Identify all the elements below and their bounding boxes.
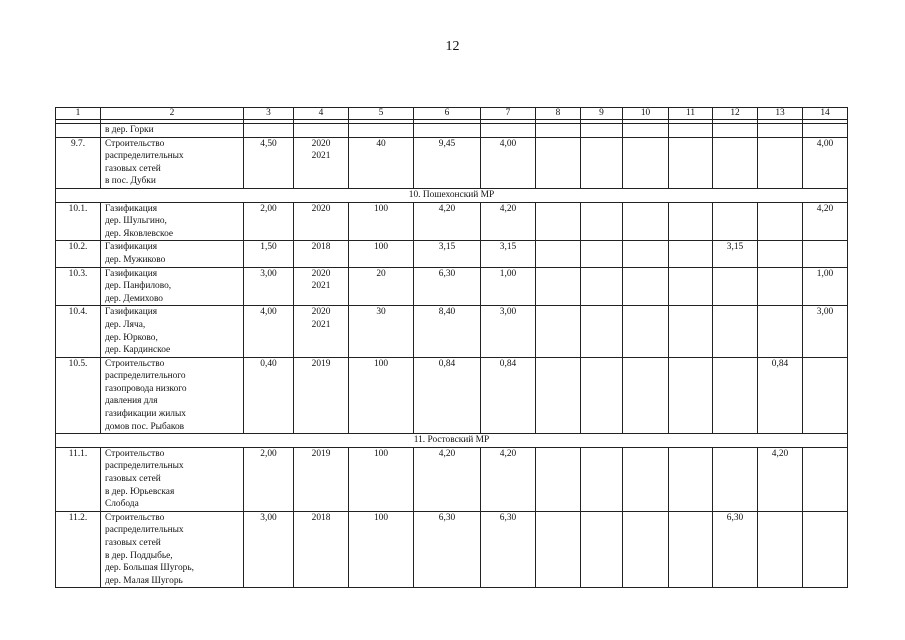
value-cell [294,124,349,138]
value-cell-c14: 4,20 [803,202,848,241]
name-cell: в дер. Горки [101,124,244,138]
table-body [56,108,848,588]
value-cell-c10 [623,447,669,511]
value-cell-c10 [623,511,669,588]
value-cell-c9 [581,202,623,241]
page-number: 12 [445,39,460,54]
value-cell-c11 [669,306,713,357]
value-cell [581,124,623,138]
header-cell: 11 [669,108,713,120]
item-name: Строительство распределительного газопровода низкого давления для газификации жилых домов пос. Рыбаков [101,357,244,434]
value-cell-c14 [803,241,848,267]
value-cell-c13 [758,202,803,241]
value-cell-c4: 2018 [294,241,349,267]
value-cell-c7: 3,00 [481,306,536,357]
value-cell-c12 [713,202,758,241]
item-number: 10.4. [56,306,101,357]
num-cell [56,124,101,138]
value-cell-c8 [536,202,581,241]
value-cell-c7: 1,00 [481,267,536,306]
value-cell-c13 [758,241,803,267]
section-title: 11. Ростовский МР [56,434,848,448]
value-cell-c13: 0,84 [758,357,803,434]
value-cell [414,124,481,138]
value-cell-c6: 9,45 [414,137,481,188]
value-cell-c5: 100 [349,202,414,241]
value-cell-c6: 4,20 [414,447,481,511]
value-cell-c6: 8,40 [414,306,481,357]
value-cell-c8 [536,447,581,511]
continuation-row [56,124,848,138]
value-cell-c5: 30 [349,306,414,357]
item-number: 11.2. [56,511,101,588]
value-cell [536,124,581,138]
item-number: 10.5. [56,357,101,434]
value-cell-c3: 1,50 [244,241,294,267]
value-cell-c10 [623,357,669,434]
value-cell-c14: 4,00 [803,137,848,188]
value-cell-c10 [623,267,669,306]
value-cell [349,124,414,138]
value-cell-c11 [669,137,713,188]
section-row [56,434,848,448]
value-cell-c11 [669,357,713,434]
value-cell-c6: 4,20 [414,202,481,241]
value-cell-c7: 0,84 [481,357,536,434]
value-cell-c9 [581,447,623,511]
value-cell [713,124,758,138]
header-cell: 8 [536,108,581,120]
value-cell-c3: 3,00 [244,511,294,588]
value-cell-c8 [536,357,581,434]
value-cell-c7: 3,15 [481,241,536,267]
section-row [56,188,848,202]
item-name: Строительство распределительных газовых сетей в пос. Дубки [101,137,244,188]
table-row [56,241,848,267]
table-row [56,357,848,434]
value-cell-c4: 2019 [294,447,349,511]
value-cell-c13 [758,306,803,357]
value-cell-c9 [581,267,623,306]
value-cell-c14 [803,357,848,434]
value-cell-c9 [581,137,623,188]
item-number: 11.1. [56,447,101,511]
header-cell: 3 [244,108,294,120]
value-cell-c5: 100 [349,241,414,267]
value-cell-c12 [713,267,758,306]
value-cell-c9 [581,306,623,357]
value-cell-c8 [536,267,581,306]
table-row [56,511,848,588]
value-cell-c13 [758,137,803,188]
value-cell-c6: 6,30 [414,267,481,306]
table-row [56,137,848,188]
value-cell-c8 [536,511,581,588]
value-cell-c4: 2018 [294,511,349,588]
value-cell-c5: 40 [349,137,414,188]
value-cell-c7: 4,20 [481,447,536,511]
item-name: Газификация дер. Шульгино, дер. Яковлевское [101,202,244,241]
value-cell-c5: 100 [349,511,414,588]
value-cell-c14: 1,00 [803,267,848,306]
value-cell-c8 [536,306,581,357]
item-number: 10.2. [56,241,101,267]
value-cell-c7: 4,00 [481,137,536,188]
header-cell: 5 [349,108,414,120]
value-cell-c3: 2,00 [244,447,294,511]
value-cell-c3: 3,00 [244,267,294,306]
value-cell-c4: 2019 [294,357,349,434]
value-cell-c9 [581,511,623,588]
value-cell-c12 [713,137,758,188]
item-name: Газификация дер. Панфилово, дер. Демихово [101,267,244,306]
table-row [56,306,848,357]
header-cell: 13 [758,108,803,120]
value-cell [481,124,536,138]
item-name: Газификация дер. Ляча, дер. Юрково, дер. Кардинское [101,306,244,357]
value-cell-c11 [669,267,713,306]
value-cell-c10 [623,306,669,357]
header-cell: 14 [803,108,848,120]
header-cell: 7 [481,108,536,120]
header-cell: 4 [294,108,349,120]
header-cell: 1 [56,108,101,120]
program-table [55,107,848,588]
value-cell-c14: 3,00 [803,306,848,357]
value-cell-c14 [803,447,848,511]
value-cell-c7: 4,20 [481,202,536,241]
item-name: Газификация дер. Мужиково [101,241,244,267]
value-cell-c8 [536,241,581,267]
item-number: 10.1. [56,202,101,241]
value-cell-c8 [536,137,581,188]
value-cell-c10 [623,202,669,241]
value-cell-c13 [758,267,803,306]
header-row [56,108,848,120]
value-cell-c3: 2,00 [244,202,294,241]
value-cell-c12: 3,15 [713,241,758,267]
value-cell-c11 [669,447,713,511]
value-cell-c4: 2020 2021 [294,137,349,188]
value-cell-c12 [713,357,758,434]
value-cell [669,124,713,138]
value-cell-c7: 6,30 [481,511,536,588]
value-cell-c11 [669,241,713,267]
value-cell-c11 [669,202,713,241]
table-row [56,267,848,306]
value-cell-c13: 4,20 [758,447,803,511]
value-cell-c9 [581,357,623,434]
item-number: 9.7. [56,137,101,188]
section-title: 10. Пошехонский МР [56,188,848,202]
value-cell-c6: 3,15 [414,241,481,267]
value-cell-c14 [803,511,848,588]
item-name: Строительство распределительных газовых сетей в дер. Поддыбье, дер. Большая Шугорь, дер. Малая Шугорь [101,511,244,588]
value-cell-c3: 4,00 [244,306,294,357]
table-row [56,447,848,511]
value-cell-c6: 0,84 [414,357,481,434]
header-cell: 2 [101,108,244,120]
header-cell: 12 [713,108,758,120]
value-cell-c9 [581,241,623,267]
value-cell [803,124,848,138]
value-cell-c4: 2020 [294,202,349,241]
header-cell: 9 [581,108,623,120]
value-cell [623,124,669,138]
value-cell-c12 [713,306,758,357]
item-name: Строительство распределительных газовых сетей в дер. Юрьевская Слобода [101,447,244,511]
value-cell-c12 [713,447,758,511]
value-cell-c5: 100 [349,357,414,434]
value-cell-c3: 0,40 [244,357,294,434]
item-number: 10.3. [56,267,101,306]
value-cell-c5: 100 [349,447,414,511]
value-cell-c10 [623,241,669,267]
value-cell-c5: 20 [349,267,414,306]
value-cell-c10 [623,137,669,188]
value-cell-c11 [669,511,713,588]
value-cell-c4: 2020 2021 [294,306,349,357]
value-cell-c13 [758,511,803,588]
value-cell [758,124,803,138]
value-cell-c3: 4,50 [244,137,294,188]
value-cell-c12: 6,30 [713,511,758,588]
header-cell: 6 [414,108,481,120]
value-cell [244,124,294,138]
table-row [56,202,848,241]
value-cell-c4: 2020 2021 [294,267,349,306]
value-cell-c6: 6,30 [414,511,481,588]
header-cell: 10 [623,108,669,120]
